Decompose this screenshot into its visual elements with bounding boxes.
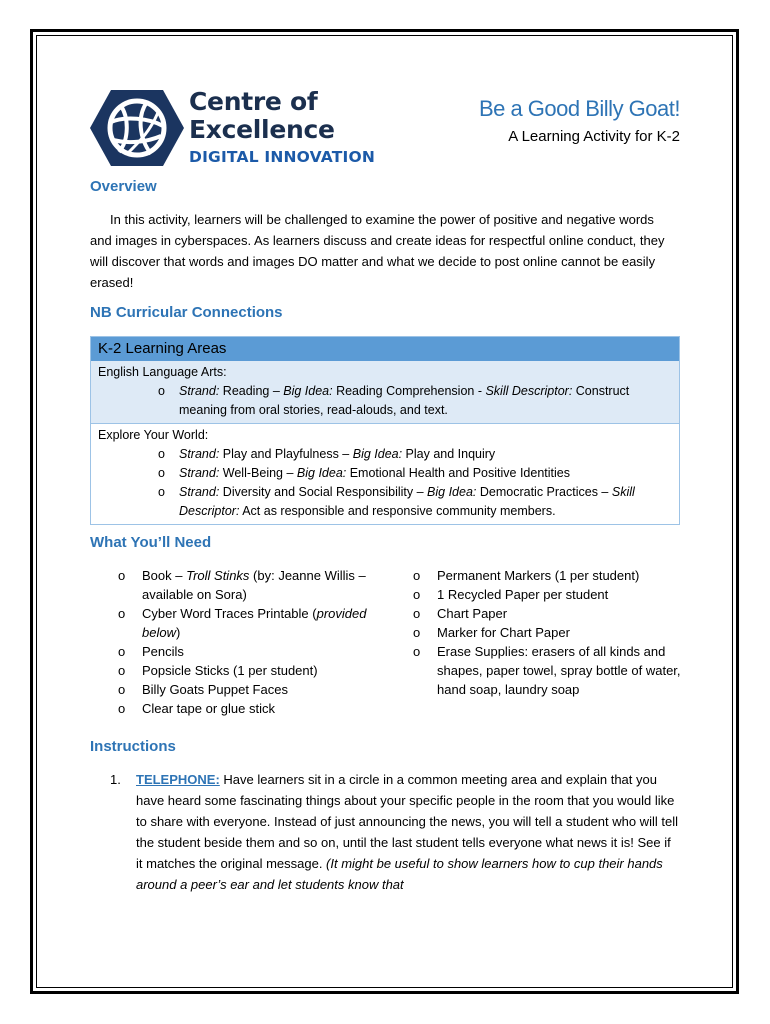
bullet-marker: o: [118, 682, 126, 697]
item-text: 1 Recycled Paper per student: [437, 587, 609, 602]
item-text: Pencils: [142, 644, 184, 659]
document-subtitle: A Learning Activity for K-2: [508, 128, 680, 145]
item-text: Erase Supplies: erasers of all kinds and shapes, paper towel, spray bottle of water, hand soap, laundry soap: [437, 644, 681, 697]
skill-label: Skill Descriptor:: [485, 384, 573, 398]
item-text: Popsicle Sticks (1 per student): [142, 663, 318, 678]
instruction-text: Have learners sit in a circle in a common meeting area and explain that you have heard some fascinating things about your specific people in the room that you would like to share with everyone. Instead of just announcing the news, you will tell a student who will tell the student beside them and so on, until the last student tells everyone what news it is! See if it matches the original message.: [136, 772, 678, 871]
needs-list-right: [413, 566, 683, 699]
strand-text: Reading –: [219, 384, 284, 398]
item-text: Clear tape or glue stick: [142, 701, 275, 716]
idea-text: Emotional Health and Positive Identities: [346, 466, 570, 480]
logo-wordmark: [189, 88, 375, 168]
item-italic: Troll Stinks: [186, 568, 250, 583]
strand-text: Play and Playfulness –: [219, 447, 353, 461]
list-item: [118, 699, 383, 718]
bullet-marker: o: [118, 644, 126, 659]
bullet-marker: o: [413, 644, 421, 659]
bullet-marker: o: [158, 384, 165, 398]
bullet-marker: o: [158, 447, 165, 461]
strand-label: Strand:: [179, 466, 220, 480]
bullet-marker: o: [118, 663, 126, 678]
idea-label: Big Idea:: [296, 466, 347, 480]
bullet-marker: o: [118, 606, 126, 621]
list-item: [118, 680, 383, 699]
globe-hexagon-logo-icon: [89, 88, 185, 168]
needs-heading: What You’ll Need: [90, 534, 212, 551]
strand-label: Strand:: [179, 384, 220, 398]
instruction-italic-text: (It might be useful to show learners how to cup their hands around a peer’s ear and let students know that: [136, 856, 663, 892]
idea-label: Big Idea:: [283, 384, 333, 398]
idea-text: Democratic Practices –: [476, 485, 612, 499]
needs-list-left: [118, 566, 383, 718]
list-item: [413, 604, 683, 623]
list-item: [118, 661, 383, 680]
item-text: Permanent Markers (1 per student): [437, 568, 640, 583]
connections-heading: NB Curricular Connections: [90, 304, 283, 321]
ela-label: English Language Arts:: [98, 365, 227, 379]
logo-line-3: DIGITAL INNOVATION: [189, 148, 376, 166]
strand-text: Well-Being –: [219, 466, 297, 480]
idea-label: Big Idea:: [352, 447, 403, 461]
world-row: [91, 423, 679, 524]
item-text: Book –: [142, 568, 187, 583]
world-strand-item: [98, 445, 672, 464]
bullet-marker: o: [413, 587, 421, 602]
item-text: Billy Goats Puppet Faces: [142, 682, 288, 697]
list-item: [413, 642, 683, 699]
bullet-marker: o: [158, 485, 165, 499]
learning-areas-table: [90, 336, 680, 525]
item-text: (by: Jeanne Willis – available on Sora): [142, 568, 366, 602]
world-label: Explore Your World:: [98, 428, 209, 442]
list-item: [118, 642, 383, 661]
idea-text: Reading Comprehension -: [332, 384, 486, 398]
ela-strand-item: [98, 382, 672, 420]
item-text: Cyber Word Traces Printable (: [142, 606, 317, 621]
document-title: Be a Good Billy Goat!: [478, 96, 680, 121]
instruction-body: [110, 769, 680, 895]
document-title-block: [479, 96, 680, 145]
list-item: [413, 566, 683, 585]
instruction-number: 1.: [110, 772, 121, 787]
bullet-marker: o: [413, 606, 421, 621]
item-text: Chart Paper: [437, 606, 508, 621]
instructions-heading: Instructions: [90, 738, 176, 755]
idea-text: Play and Inquiry: [402, 447, 496, 461]
bullet-marker: o: [413, 568, 421, 583]
telephone-link[interactable]: TELEPHONE:: [136, 772, 220, 787]
idea-label: Big Idea:: [427, 485, 477, 499]
item-italic: provided below: [142, 606, 367, 640]
bullet-marker: o: [413, 625, 421, 640]
world-strand-item: [98, 464, 672, 483]
skill-text: Construct meaning from oral stories, read-alouds, and text.: [179, 384, 630, 417]
instruction-item: [110, 769, 680, 895]
item-text: Marker for Chart Paper: [437, 625, 570, 640]
overview-heading: Overview: [90, 178, 157, 195]
list-item: [413, 585, 683, 604]
strand-text: Diversity and Social Responsibility –: [219, 485, 428, 499]
skill-label: Skill Descriptor:: [179, 485, 635, 518]
world-strand-item: [98, 483, 672, 521]
logo-line-1: Centre of: [189, 87, 318, 116]
list-item: [118, 604, 383, 642]
table-header: K-2 Learning Areas: [91, 337, 679, 361]
strand-label: Strand:: [179, 485, 220, 499]
item-text: ): [175, 625, 181, 640]
bullet-marker: o: [118, 568, 126, 583]
bullet-marker: o: [158, 466, 165, 480]
ela-row: [91, 361, 679, 423]
overview-paragraph: In this activity, learners will be challenged to examine the power of positive and negative words and images in cyberspaces. As learners discuss and create ideas for respectful online conduct, they will discover that words and images DO matter and what we decide to post online cannot be easily erased!: [90, 212, 665, 290]
list-item: [413, 623, 683, 642]
logo-line-2: Excellence: [189, 115, 335, 144]
skill-text: Act as responsible and responsive community members.: [239, 504, 556, 518]
strand-label: Strand:: [179, 447, 220, 461]
bullet-marker: o: [118, 701, 126, 716]
list-item: [118, 566, 383, 604]
